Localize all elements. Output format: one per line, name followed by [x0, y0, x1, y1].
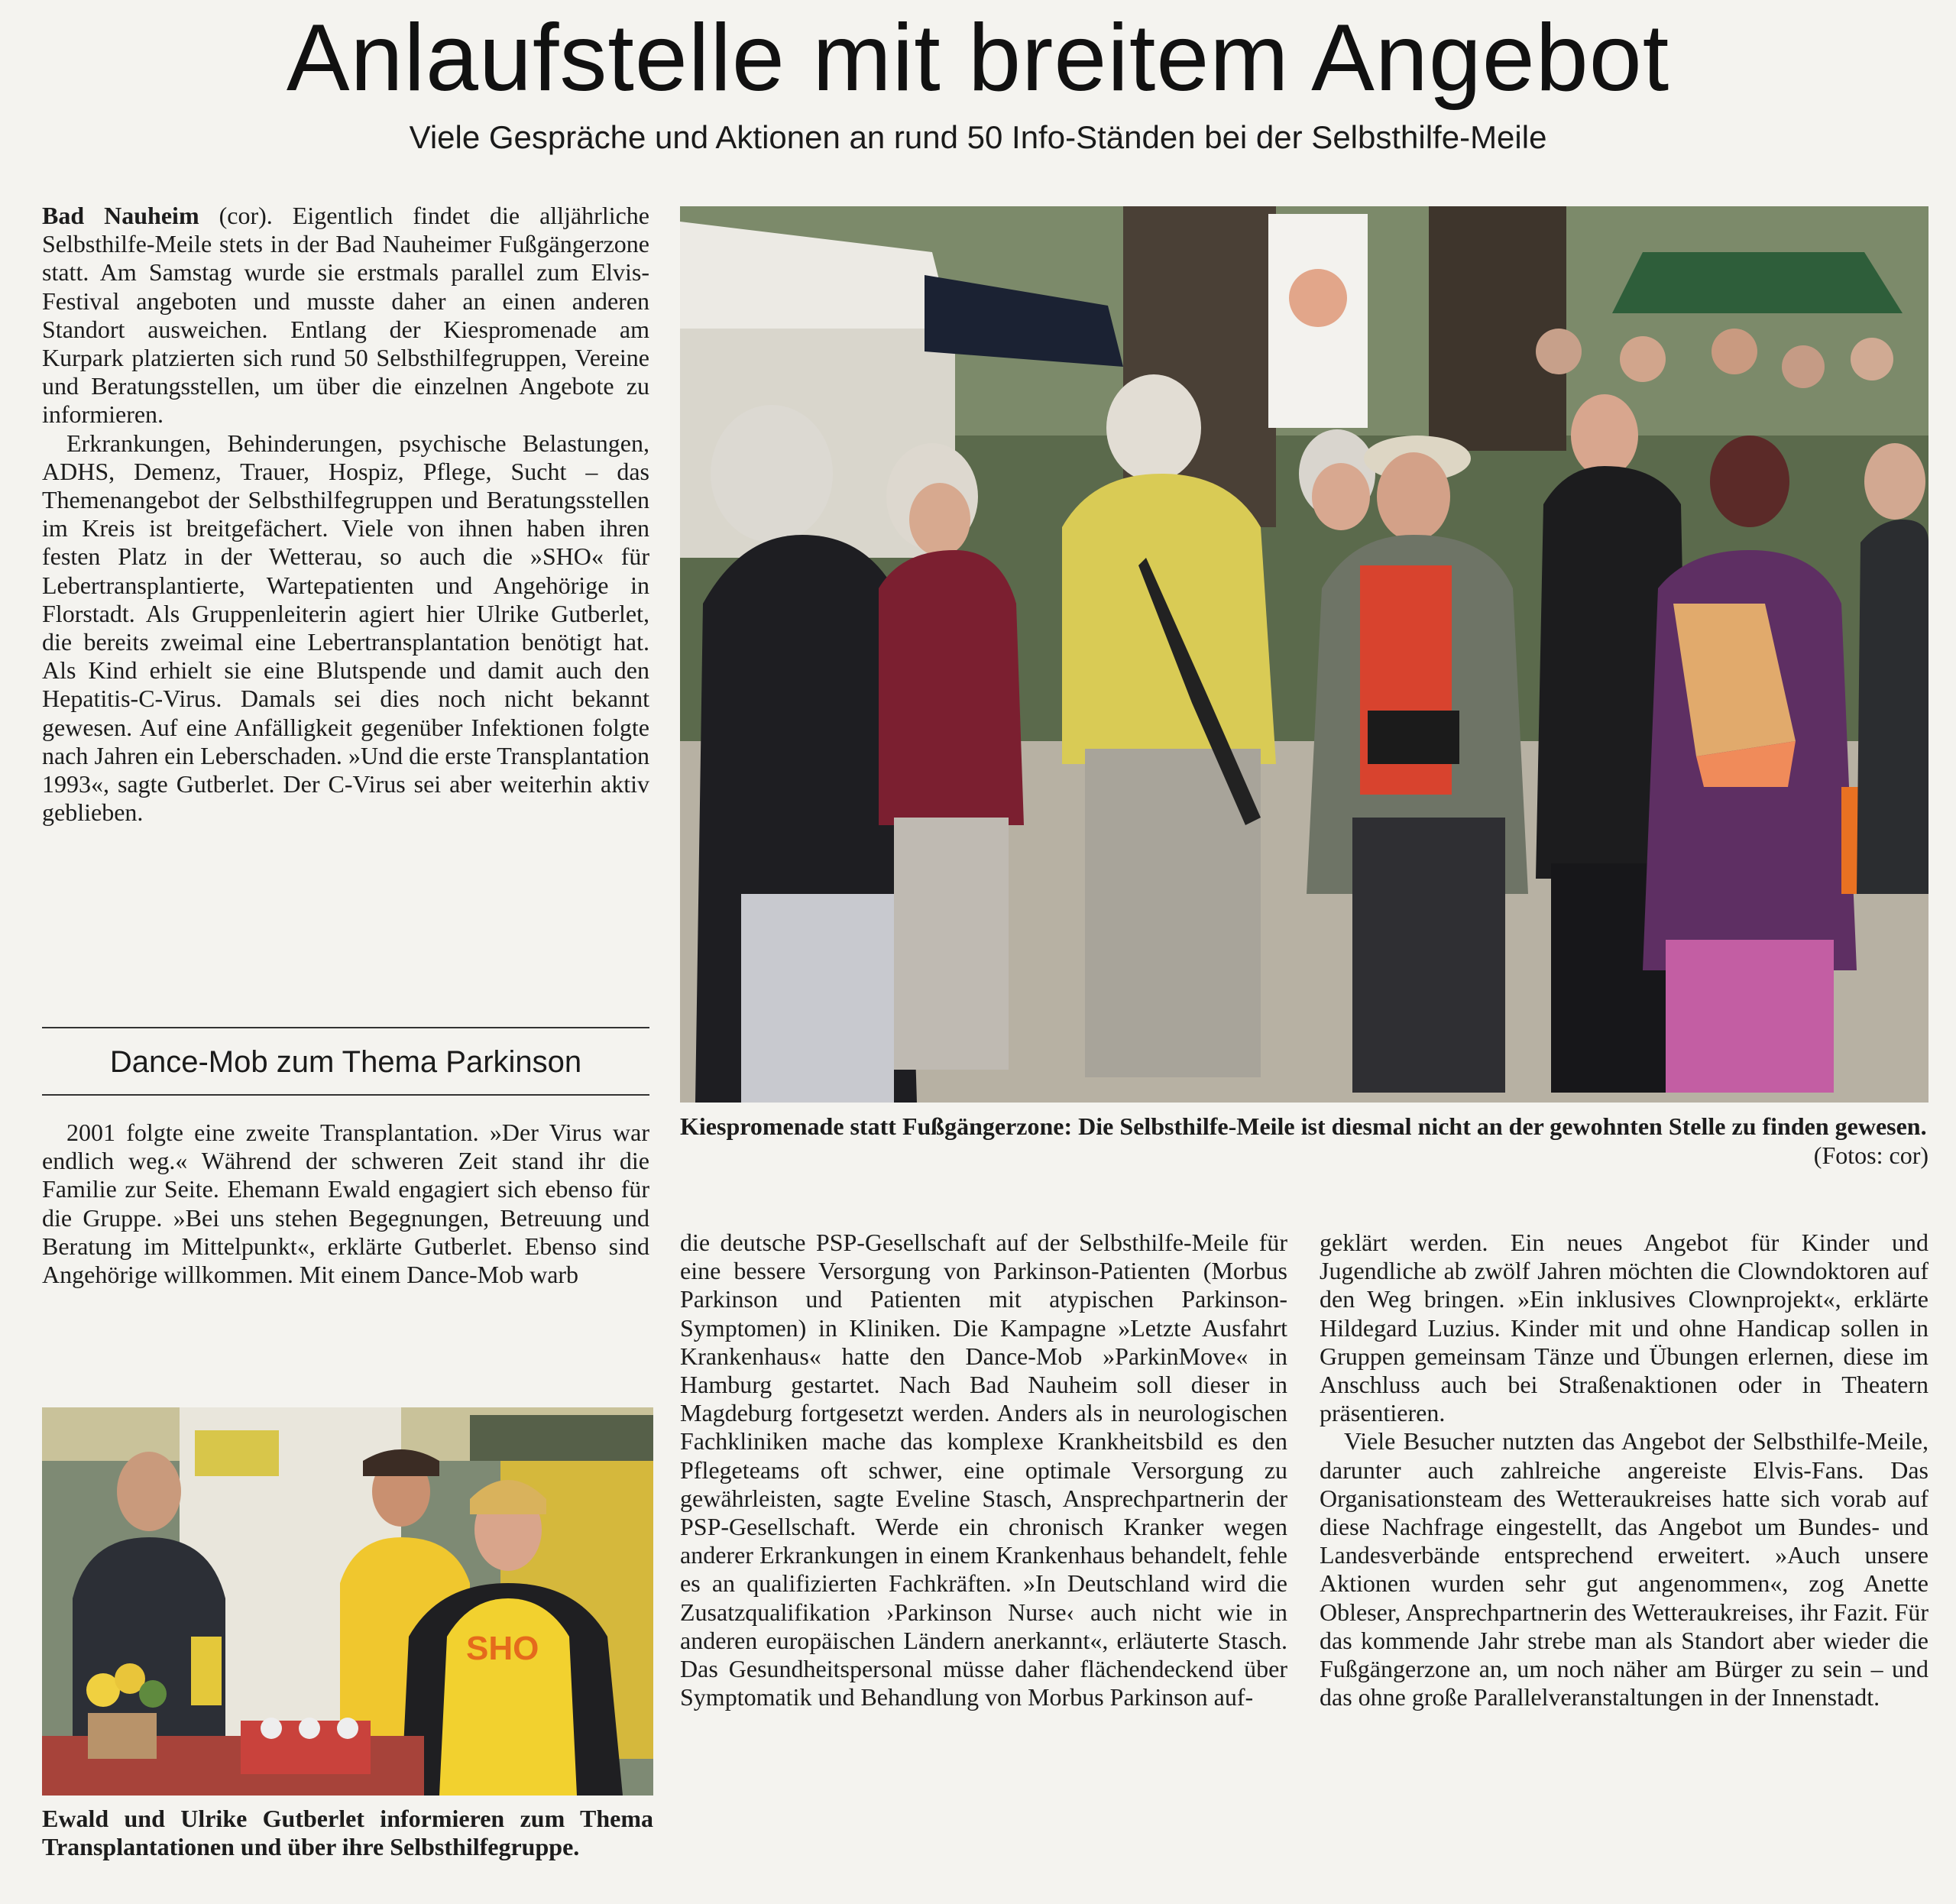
paragraph-2: Erkrankungen, Behinderungen, psychische Belastungen, ADHS, Demenz, Trauer, Hospiz, Pflege, Sucht – das Themenangebot der Selbsthilfegruppen und Beratungsstellen im Kreis ist breitgefächert. Viele von ihnen haben ihren festen Platz in der Wetterau, so auch die »SHO« für Lebertransplantierte, Wartepatienten und Angehörige in Florstadt. Als Gruppenleiterin agiert hier Ulrike Gutberlet, die bereits zweimal eine Lebertransplantation benötigt hat. Als Kind erhielt sie eine Blutspende und damit auch den Hepatitis-C-Virus. Damals sei dies noch nicht bekannt gewesen. Auf eine Anfälligkeit gegenüber Infektionen folgte nach Jahren ein Leberschaden. »Und die erste Transplantation 1993«, sagte Gutberlet. Der C-Virus sei aber weiterhin aktiv geblieben. — [42, 429, 649, 827]
paragraph-intro-text: (cor). Eigentlich findet die alljährliche Selbsthilfe-Meile stets in der Bad Nauheimer Fußgängerzone statt. Am Samstag wurde sie erstmals parallel zum Elvis-Festival angeboten und musste daher an einen anderen Standort ausweichen. Entlang der Kiespromenade am Kurpark platzierten sich rund 50 Selbsthilfegruppen, Vereine und Beratungsstellen, um über die einzelnen Angebote zu informieren. — [42, 202, 650, 429]
section-subtitle: Dance-Mob zum Thema Parkinson — [109, 1045, 582, 1079]
photo-gutberlet — [42, 1407, 653, 1796]
shirt-print: SHO — [466, 1630, 539, 1667]
paragraph-intro — [42, 202, 649, 429]
headline: Anlaufstelle mit breitem Angebot — [286, 5, 1670, 111]
dateline: Bad Nauheim — [42, 202, 199, 229]
column-3-paragraph-2: Viele Besucher nutzten das Angebot der Selbsthilfe-Meile, darunter auch zahlreiche angereiste Elvis-Fans. Das Organisationsteam des Wetteraukreises hatte sich vorab auf diese Nachfrage eingestellt, das Angebot um Bundes- und Landesverbände entsprechend erweitert. »Auch unsere Aktionen wurden sehr gut angenommen«, zog Anette Obleser, Ansprechpartnerin des Wetteraukreises, ihr Fazit. Für das kommende Jahr strebe man als Standort aber wieder die Fußgängerzone an, um noch näher am Bürger zu sein – und das ohne große Parallelveranstaltungen in der Innenstadt. — [1320, 1427, 1928, 1711]
column-2-text: die deutsche PSP-Gesellschaft auf der Selbsthilfe-Meile für eine bessere Versorgung von Parkinson-Patienten (Morbus Parkinson und Patienten mit atypischen Parkinson-Symptomen) in Kliniken. Die Kampagne »Letzte Ausfahrt Krankenhaus« hatte den Dance-Mob »ParkinMove« in Hamburg gestartet. Nach Bad Nauheim soll dieser in Magdeburg fortgesetzt werden. Anders als in neurologischen Fachkliniken mache das komplexe Krankheitsbild es den Pflegeteams oft schwer, eine optimale Versorgung zu gewährleisten, sagte Eveline Stasch, Ansprechpartnerin der PSP-Gesellschaft. Werde ein chronisch Kranker wegen anderer Erkrankungen in einem Krankenhaus behandelt, fehle es an qualifizierten Fachkräften. »In Deutschland wird die Zusatzqualifikation ›Parkinson Nurse‹ auch nicht wie in anderen europäischen Ländern anerkannt«, erläuterte Stasch. Das Gesundheitspersonal müsse daher flächendeckend über Symptomatik und Behandlung von Morbus Parkinson auf- — [680, 1229, 1287, 1711]
column-1-top — [42, 202, 649, 1009]
photo-gutberlet-image — [42, 1407, 653, 1796]
photo-gutberlet-caption: Ewald und Ulrike Gutberlet informieren zum Thema Transplantationen und über ihre Selbsthilfegruppe. — [42, 1805, 653, 1860]
column-3-paragraph-1: geklärt werden. Ein neues Angebot für Kinder und Jugendliche ab zwölf Jahren möchten die Clowndoktoren auf den Weg bringen. »Ein inklusives Clownprojekt«, erklärte Hildegard Luzius. Kinder mit und ohne Handicap sollen in Gruppen gemeinsam Tänze und Übungen erlernen, diese im Anschluss auch bei Straßenaktionen oder in Theatern präsentieren. — [1320, 1229, 1928, 1427]
subtitle-rule-bottom — [42, 1094, 649, 1096]
column-3 — [1320, 1229, 1928, 1886]
photo-credit: (Fotos: cor) — [1813, 1141, 1928, 1169]
paragraph-3: 2001 folgte eine zweite Transplantation. »Der Virus war endlich weg.« Während der schweren Zeit stand ihr die Familie zur Seite. Ehemann Ewald engagiert sich ebenso für die Gruppe. »Bei uns stehen Begegnungen, Betreuung und Beratung im Mittelpunkt«, erklärte Gutberlet. Ebenso sind Angehörige willkommen. Mit einem Dance-Mob warb — [42, 1119, 649, 1289]
column-1-bottom — [42, 1119, 649, 1348]
photo-kiespromenade-image — [680, 206, 1928, 1103]
subtitle-rule-top — [42, 1027, 649, 1028]
column-2 — [680, 1229, 1287, 1886]
subheadline: Viele Gespräche und Aktionen an rund 50 Info-Ständen bei der Selbsthilfe-Meile — [409, 119, 1547, 155]
photo-kiespromenade — [680, 206, 1928, 1103]
photo-kiespromenade-caption: Kiespromenade statt Fußgängerzone: Die Selbsthilfe-Meile ist diesmal nicht an der gewohnten Stelle zu finden gewesen. — [680, 1112, 1927, 1140]
